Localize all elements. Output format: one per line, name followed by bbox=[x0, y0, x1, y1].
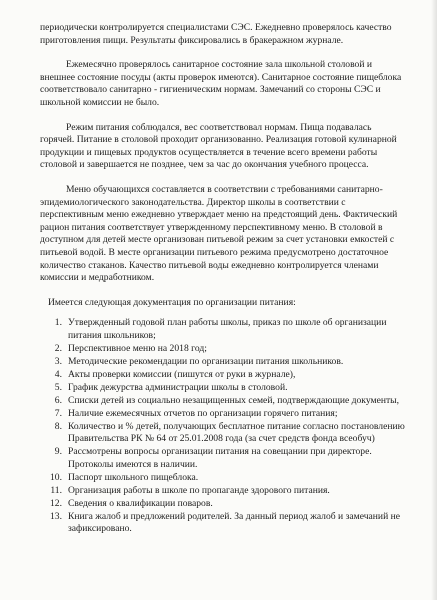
list-item-text: Количество и % детей, получающих бесплатное питание согласно постановлению Правительства РК № 64 от 25.01.2008 года (за счет средств фонда всеобуч) bbox=[68, 420, 405, 445]
list-item-number: 3. bbox=[54, 355, 62, 367]
list-item bbox=[54, 446, 407, 471]
list-item-text: Перспективное меню на 2018 год; bbox=[68, 342, 207, 354]
list-item bbox=[50, 510, 407, 536]
paragraph-2: Ежемесячно проверялось санитарное состояние зала школьной столовой и внешнее состояние посуды (акты проверок имеются). Санитарное состояние пищеблока соответствовало санитарно - гигиеническим нормам. Замечаний со стороны СЭС и школьной комиссии не было. bbox=[40, 59, 402, 108]
list-item-text: Списки детей из социально незащищенных семей, подтверждающие документы, bbox=[68, 394, 399, 406]
list-item-text: Утвержденный годовой план работы школы, приказ по школе об организации питания школьников; bbox=[68, 317, 387, 341]
list-item-text: Наличие ежемесячных отчетов по организации горячего питания; bbox=[68, 407, 338, 419]
list-item-number: 7. bbox=[54, 407, 62, 419]
list-item-number: 10. bbox=[50, 471, 62, 483]
list-item bbox=[54, 342, 407, 356]
paragraph-3: Режим питания соблюдался, вес соответствовал нормам. Пища подавалась горячей. Питание в столовой проходит организованно. Реализация готовой кулинарной продукции и пищевых продуктов осуществляется в течение всего времени работы столовой и завершается не позднее, чем за час до окончания учебного процесса. bbox=[40, 121, 397, 171]
list-item-number: 9. bbox=[54, 446, 62, 458]
list-item-text: Организация работы в школе по пропаганде здорового питания. bbox=[68, 484, 330, 496]
list-item-number: 12. bbox=[50, 497, 62, 509]
list-item bbox=[54, 381, 407, 395]
list-item-text: Акты проверки комиссии (пишутся от руки в журнале), bbox=[68, 368, 296, 380]
list-item bbox=[54, 394, 407, 408]
list-item bbox=[54, 368, 407, 382]
documentation-list bbox=[40, 317, 407, 536]
list-item bbox=[54, 355, 407, 369]
list-item-text: Методические рекомендации по организации питания школьников. bbox=[68, 355, 344, 367]
paragraph-4: Меню обучающихся составляется в соответствии с требованиями санитарно-эпидемиологического законодательства. Директор школы в соответствии с перспективным меню ежедневно утверждает меню на предстоящий день. Фактический рацион питания соответствует утвержденному перспективному меню. В столовой в доступном для детей месте организован питьевой режим за счет установки емкостей с питьевой водой. В месте организации питьевого режима предусмотрено достаточное количество стаканов. Качество питьевой воды ежедневно контролируется членами комиссии и медработником. bbox=[40, 183, 398, 284]
list-item-text: Книга жалоб и предложений родителей. За данный период жалоб и замечаний не зафиксировано. bbox=[68, 510, 400, 535]
list-item-text: Рассмотрены вопросы организации питания на совещании при директоре. Протоколы имеются в наличии. bbox=[68, 446, 372, 470]
paragraph-1: периодически контролируется специалистами СЭС. Ежедневно проверялось качество приготовления пищи. Результаты фиксировались в бракеражном журнале. bbox=[40, 22, 392, 46]
documentation-list-title: Имеется следующая документация по организации питания: bbox=[48, 296, 296, 308]
list-item bbox=[54, 317, 407, 342]
list-item bbox=[54, 420, 407, 446]
list-item bbox=[54, 407, 407, 421]
list-item-number: 5. bbox=[54, 381, 62, 393]
list-item-number: 2. bbox=[54, 342, 62, 354]
list-item-number: 11. bbox=[50, 484, 62, 496]
list-item-number: 4. bbox=[54, 368, 62, 380]
list-item-number: 8. bbox=[54, 420, 62, 432]
list-item bbox=[50, 484, 407, 498]
list-item-number: 1. bbox=[54, 317, 62, 329]
list-item bbox=[50, 471, 407, 485]
list-item-text: Сведения о квалификации поваров. bbox=[68, 497, 213, 509]
list-item-text: Паспорт школьного пищеблока. bbox=[68, 471, 199, 483]
list-item-number: 13. bbox=[50, 510, 62, 522]
page-edge-shadow bbox=[431, 0, 437, 600]
list-item-number: 6. bbox=[54, 394, 62, 406]
list-item-text: График дежурства администрации школы в столовой. bbox=[68, 381, 288, 393]
list-item bbox=[50, 497, 407, 511]
